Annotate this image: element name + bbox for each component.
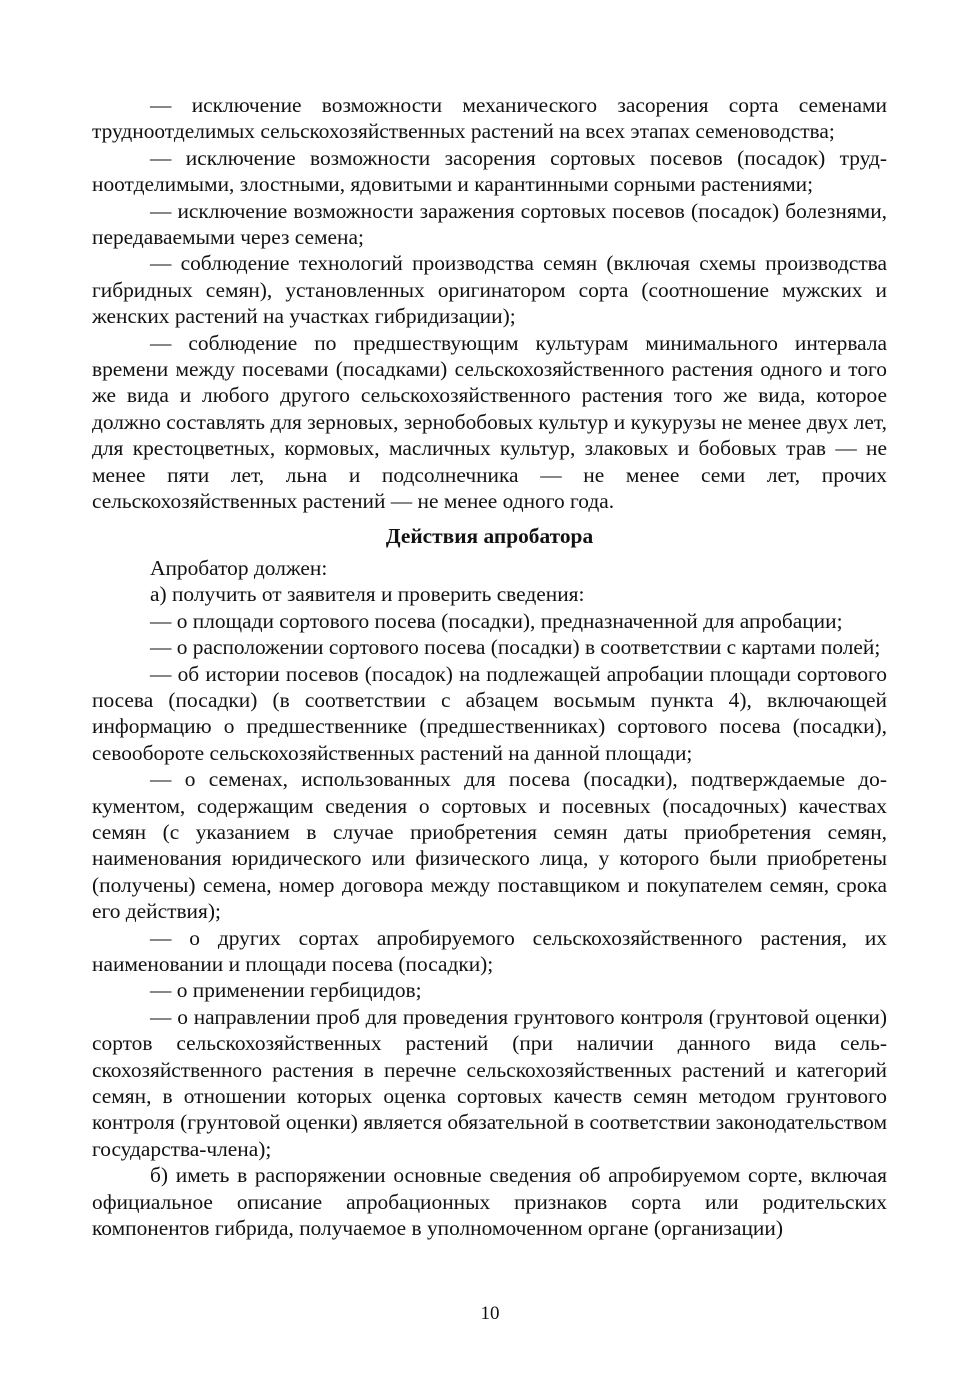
paragraph: — о площади сортового посева (посадки), предназначенной для апробации; xyxy=(150,608,843,633)
paragraph: — о расположении сортового посева (посадки) в соответствии с картами полей; xyxy=(150,635,881,660)
paragraph: — о других сортах апробируемого сельскохозяйственного растения, их наименовании и площади посева (посадки); xyxy=(92,925,887,976)
page-number: 10 xyxy=(480,1303,500,1324)
document-page xyxy=(92,92,887,1241)
paragraph: — о применении гербицидов; xyxy=(150,978,422,1003)
paragraph: а) получить от заявителя и проверить сведения: xyxy=(150,582,585,607)
paragraph: — исключение возможности механического засорения сорта семенами трудноотделимых сельскохозяйственных растений на всех этапах семеноводства; xyxy=(92,93,887,144)
paragraph: — исключение возможности засорения сортовых посевов (посадок) трудноотделимыми, злостными, ядовитыми и карантинными сорными растениями; xyxy=(92,145,887,197)
paragraph: — об истории посевов (посадок) на подлежащей апробации площади сортового посева (посадки) (в соответствии с абзацем восьмым пункта 4), включающей информацию о предшественнике (предшественниках) сортового посева (посадки), севообороте сельскохозяйственных растений на данной площади; xyxy=(92,661,887,765)
paragraph: — о направлении проб для проведения грунтового контроля (грунтовой оценки) сортов сельскохозяйственных растений (при наличии данного вида сельскохозяйственного растения в перечне сельскохозяйственных растений и категорий семян, в отношении которых оценка сортовых качеств семян методом грунтового контроля (грунтовой оценки) является обязательной в соответствии законодательством государства-члена); xyxy=(92,1004,887,1161)
paragraph: — исключение возможности заражения сортовых посевов (посадок) болезнями, передаваемыми через семена; xyxy=(92,198,887,250)
section-heading: Действия апробатора xyxy=(385,523,594,548)
paragraph: — о семенах, использованных для посева (посадки), подтверждаемые документом, содержащим сведения о сортовых и посевных (посадочных) качествах семян (с указанием в случае приобретения семян даты приобретения семян, наименования юридического или физического лица, у которого были приобретены (получены) семена, номер договора между поставщиком и покупателем семян, срока его действия); xyxy=(92,767,887,924)
paragraph: — соблюдение по предшествующим культурам минимального интервала времени между посевами (посадками) сельскохозяйственного растения одного и того же вида и любого другого сельскохозяйственного растения того же вида, которое должно составлять для зерновых, зернобобовых культур и кукурузы не менее двух лет, для крестоцветных, кормовых, масличных культур, злаковых и бобовых трав — не менее пяти лет, льна и подсолнечника — не менее семи лет, прочих сельскохозяйственных растений — не менее одного года. xyxy=(92,330,887,514)
paragraph: Апробатор должен: xyxy=(150,555,328,580)
paragraph: — соблюдение технологий производства семян (включая схемы производства гибридных семян), установленных оригинатором сорта (соотношение мужских и женских растений на участках гибридизации); xyxy=(92,251,887,329)
paragraph: б) иметь в распоряжении основные сведения об апробируемом сорте, включая официальное описание апробационных признаков сорта или родительских компонентов гибрида, получаемое в уполномоченном органе (организации) xyxy=(92,1163,887,1241)
